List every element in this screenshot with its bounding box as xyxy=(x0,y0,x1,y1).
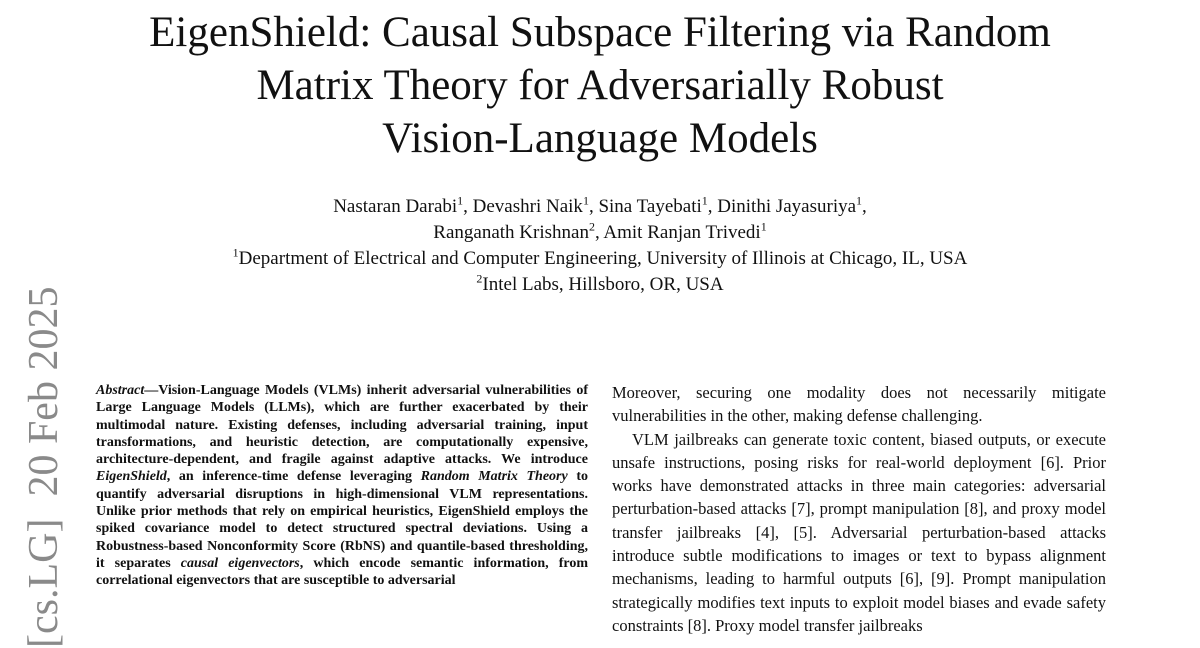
abstract-dash: — xyxy=(144,383,159,398)
author-name: Amit Ranjan Trivedi xyxy=(603,222,761,243)
arxiv-date: 20 Feb 2025 xyxy=(21,286,67,497)
affiliation-text: Department of Electrical and Computer Engineering, University of Illinois at Chicago, IL, USA xyxy=(238,248,968,269)
author-separator: , xyxy=(463,196,473,217)
abstract-text: to quantify adversarial disruptions in high-dimensional VLM representations. Unlike prior methods that rely on empirical heuristics, EigenShield employs the spiked covariance model to detect structured spectral deviations. Using a Robustness-based Nonconformity Score (RbNS) and quantile-based thresholding, it separates xyxy=(96,469,588,571)
affiliation-text: Intel Labs, Hillsboro, OR, USA xyxy=(482,274,724,295)
paper-title xyxy=(0,6,1200,165)
abstract-text: , an inference-time defense leveraging xyxy=(166,469,421,485)
author-separator: , xyxy=(707,196,718,217)
affiliation-mark: 2 xyxy=(588,219,595,234)
author-line xyxy=(0,194,1200,220)
author-separator: , xyxy=(862,196,867,217)
arxiv-side-stamp xyxy=(22,287,66,648)
author-name: Sina Tayebati xyxy=(598,196,702,217)
arxiv-category: [cs.LG] xyxy=(21,518,67,648)
body-paragraph: Moreover, securing one modality does not necessarily mitigate vulnerabilities in the other, making defense challenging. xyxy=(612,383,1106,426)
author-name: Devashri Naik xyxy=(472,196,583,217)
affiliation-mark: 1 xyxy=(457,193,464,208)
author-block xyxy=(0,194,1200,298)
author-separator: , xyxy=(588,196,599,217)
author-name: Ranganath Krishnan xyxy=(433,222,589,243)
abstract xyxy=(96,382,588,590)
author-separator: , xyxy=(594,222,604,243)
abstract-text: Vision-Language Models (VLMs) inherit adversarial vulnerabilities of Large Language Models (LLMs), which are further exacerbated by their multimodal nature. Existing defenses, including adversarial training, input transformations, and heuristic detection, are computationally expensive, architecture-dependent, and fragile against adaptive attacks. We introduce xyxy=(96,383,588,468)
affiliation-mark: 1 xyxy=(760,219,767,234)
abstract-emphasis: causal eigenvectors xyxy=(180,555,300,571)
title-line: Vision-Language Models xyxy=(382,115,818,162)
title-line: EigenShield: Causal Subspace Filtering via Random xyxy=(149,9,1051,56)
abstract-emphasis: Random Matrix Theory xyxy=(420,469,568,485)
affiliation-mark: 1 xyxy=(232,245,239,260)
affiliation-mark: 1 xyxy=(856,193,863,208)
author-name: Dinithi Jayasuriya xyxy=(717,196,857,217)
abstract-text: , which encode semantic information, from correlational eigenvectors that are susceptible to adversarial xyxy=(96,555,588,589)
abstract-heading: Abstract xyxy=(96,383,145,398)
affiliation-mark: 1 xyxy=(701,193,708,208)
affiliation-mark: 1 xyxy=(582,193,589,208)
affiliation-line xyxy=(0,246,1200,272)
author-name: Nastaran Darabi xyxy=(333,196,458,217)
body-column-right xyxy=(612,381,1106,637)
affiliation-line xyxy=(0,272,1200,298)
body-paragraph: VLM jailbreaks can generate toxic content, biased outputs, or execute unsafe instructions, posing risks for real-world deployment [6]. Prior works have demonstrated attacks in three main categories: adversarial perturbation-based attacks [7], prompt manipulation [8], and proxy model transfer jailbreaks [4], [5]. Adversarial perturbation-based attacks introduce subtle modifications to images or text to bypass alignment mechanisms, leading to harmful outputs [6], [9]. Prompt manipulation strategically modifies text inputs to exploit model biases and evade safety constraints [8]. Proxy model transfer jailbreaks xyxy=(612,429,1106,635)
abstract-emphasis: EigenShield xyxy=(96,469,167,485)
title-line: Matrix Theory for Adversarially Robust xyxy=(256,62,944,109)
author-line xyxy=(0,220,1200,246)
affiliation-mark: 2 xyxy=(476,271,483,286)
